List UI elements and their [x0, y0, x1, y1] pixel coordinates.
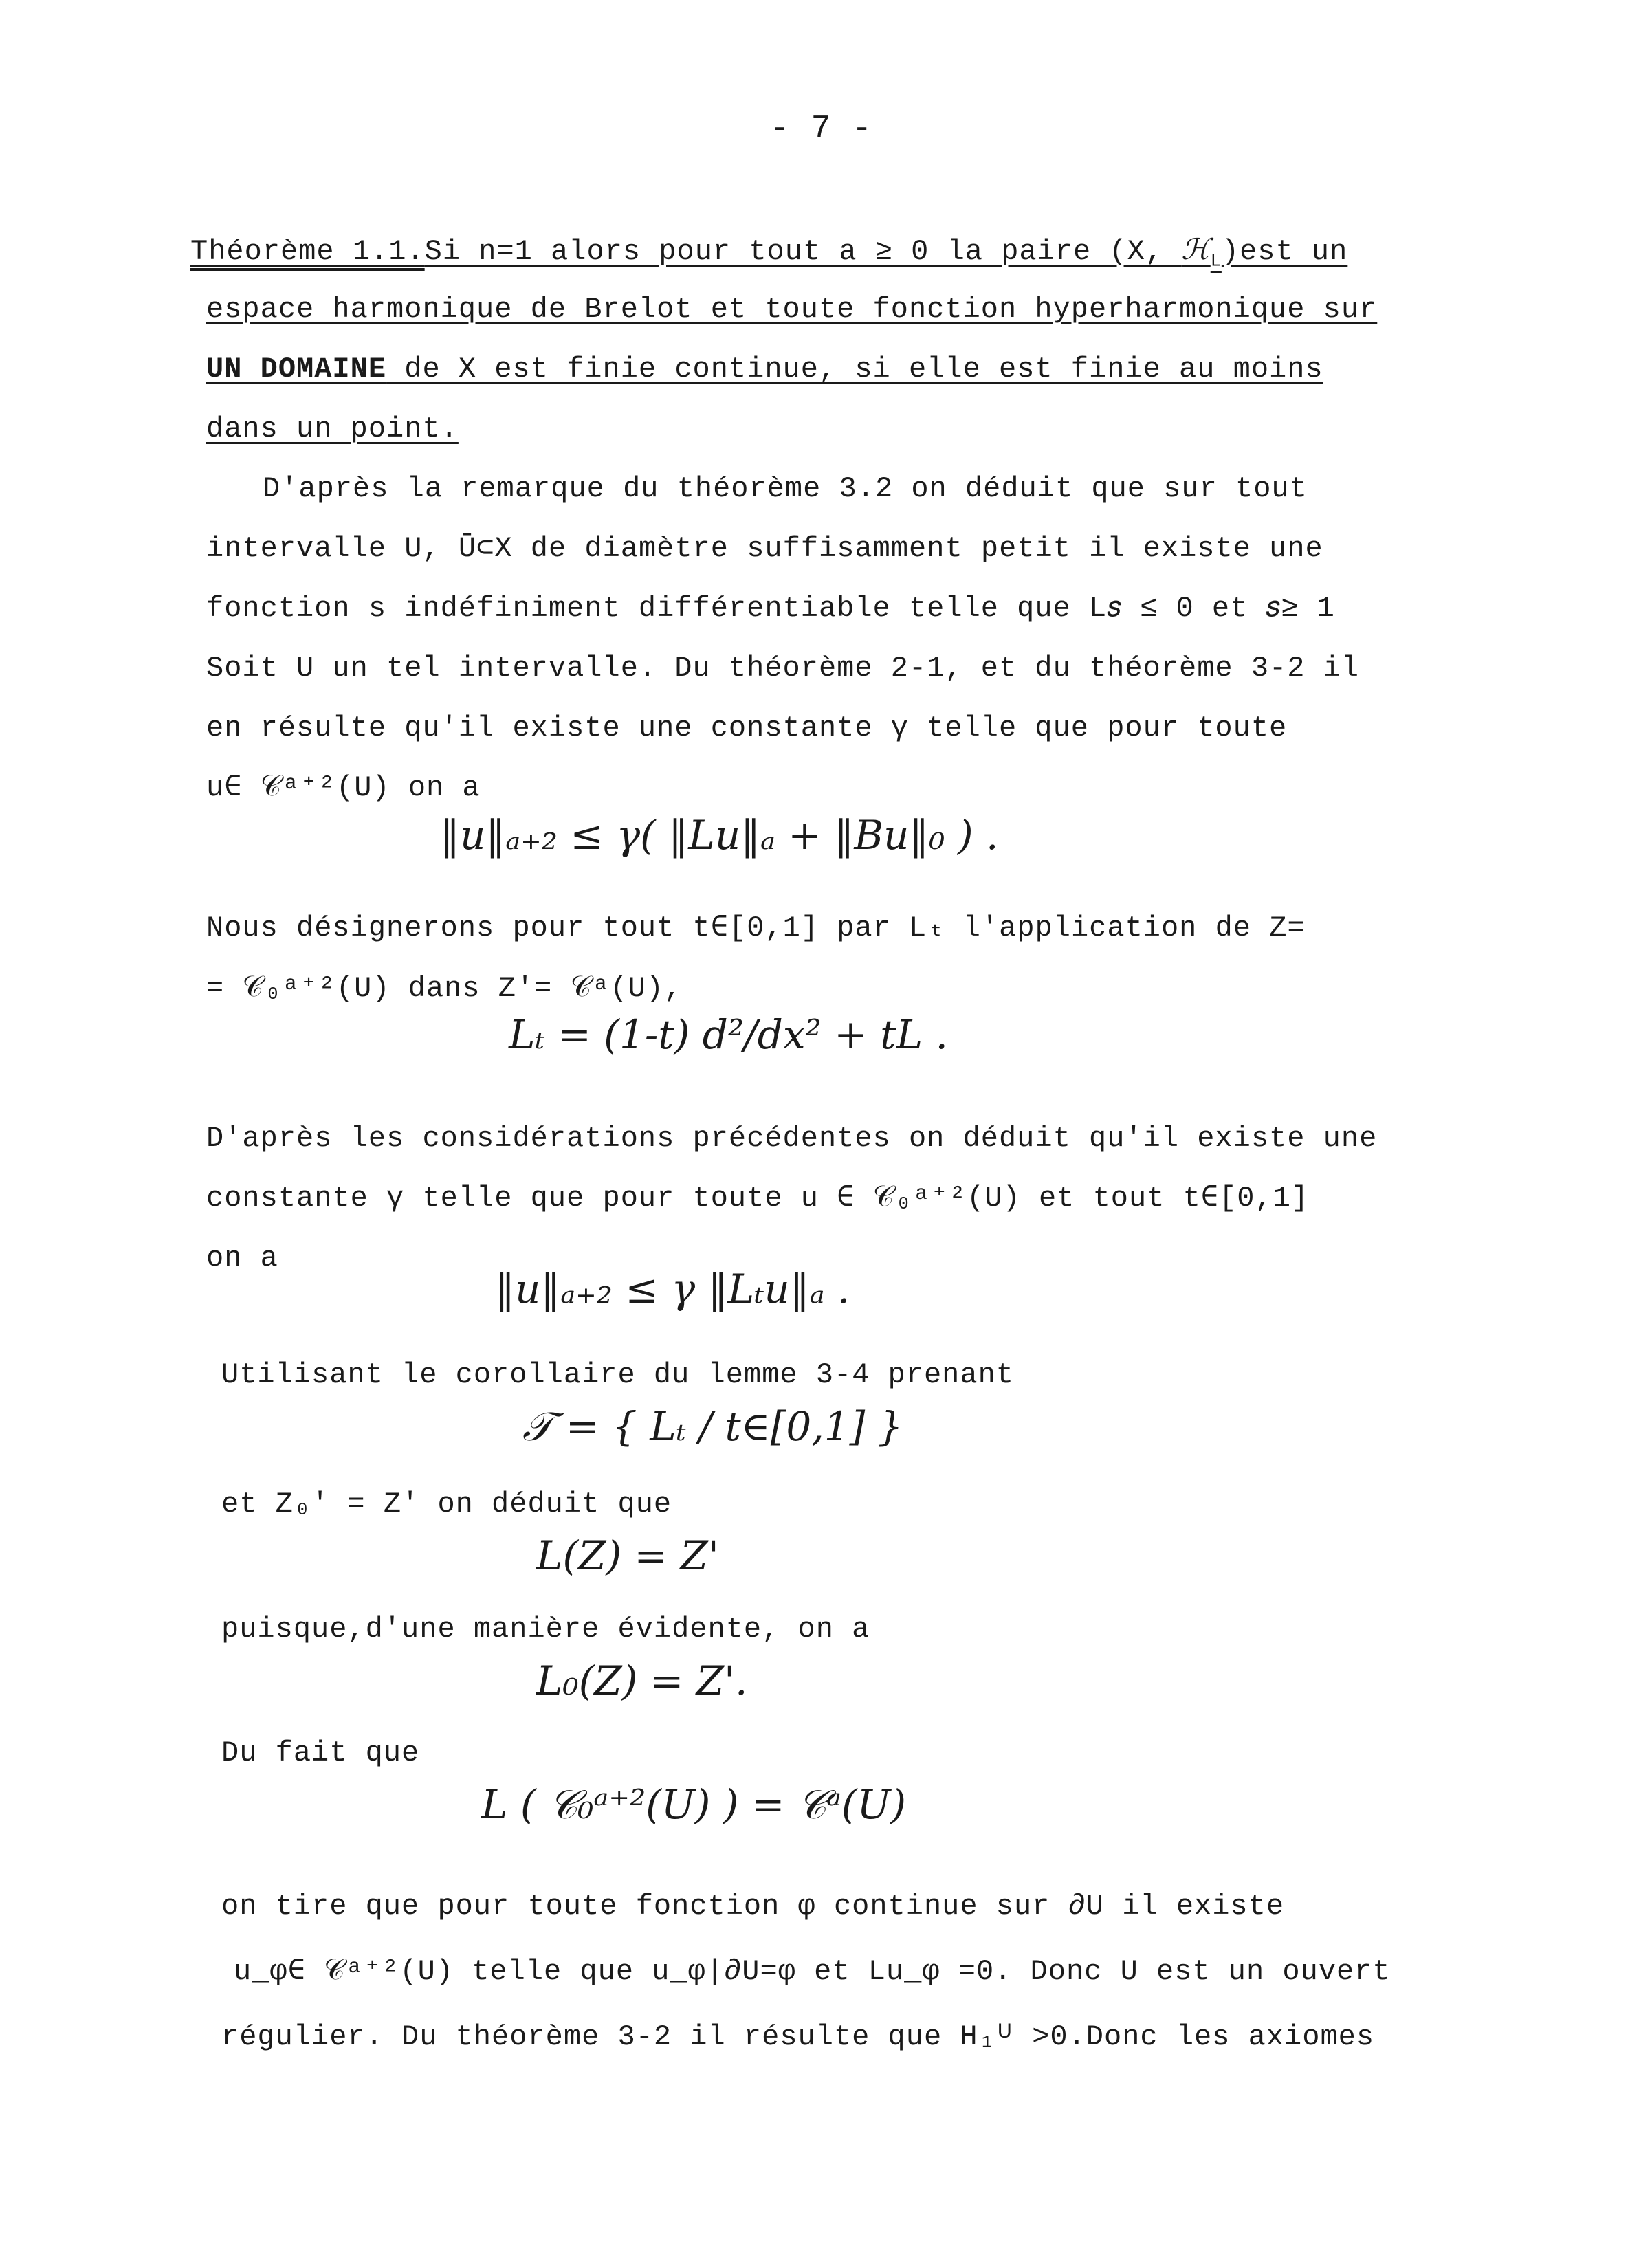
theorem-line-4: dans un point.	[206, 412, 459, 445]
paragraph-1-line: fonction s indéfiniment différentiable telle que L𝑠 ≤ 0 et 𝑠≥ 1	[206, 592, 1335, 625]
harmonic-sheaf-symbol: ℋ	[1181, 232, 1211, 266]
paragraph-8-line: on tire que pour toute fonction φ continue sur ∂U il existe	[221, 1890, 1285, 1923]
paragraph-8-line: u_φ∈ 𝒞ᵃ⁺²(U) telle que u_φ|∂U=φ et Lu_φ =0. Donc U est un ouvert	[234, 1955, 1391, 1988]
paragraph-1-line: intervalle U, Ū⊂X de diamètre suffisamment petit il existe une	[206, 532, 1323, 565]
paragraph-3-line: constante γ telle que pour toute u ∈ 𝒞₀ᵃ⁺²(U) et tout t∈[0,1]	[206, 1182, 1310, 1215]
paragraph-5-line: et Z₀' = Z' on déduit que	[221, 1488, 672, 1521]
equation-family-set: 𝒯 = { Lₜ / t∈[0,1] }	[522, 1403, 903, 1450]
paragraph-3-line: on a	[206, 1242, 278, 1275]
equation-base-case: L₀(Z) = Z'.	[536, 1657, 748, 1704]
paragraph-1-line: en résulte qu'il existe une constante γ telle que pour toute	[206, 712, 1288, 745]
paragraph-1-line: u∈ 𝒞ᵃ⁺²(U) on a	[206, 771, 481, 804]
overstruck-text: UN DOMAINE	[206, 353, 387, 386]
theorem-line-1: Théorème 1.1.Si n=1 alors pour tout a ≥ 0 la paire (X, ℋ$_L$)est un	[190, 232, 1348, 272]
paragraph-2-line: Nous désignerons pour tout t∈[0,1] par Lₜ l'application de Z=	[206, 912, 1306, 945]
paragraph-4-line: Utilisant le corollaire du lemme 3-4 prenant	[221, 1358, 1014, 1391]
theorem-title: Théorème 1.1.	[190, 235, 425, 268]
paragraph-3-line: D'après les considérations précédentes on déduit qu'il existe une	[206, 1122, 1378, 1155]
paragraph-2-line: = 𝒞₀ᵃ⁺²(U) dans Z'= 𝒞ᵃ(U),	[206, 972, 683, 1005]
paragraph-1-line: Soit U un tel intervalle. Du théorème 2-1, et du théorème 3-2 il	[206, 652, 1360, 685]
equation-uniform-estimate: ‖u‖ₐ₊₂ ≤ γ ‖Lₜu‖ₐ .	[495, 1266, 850, 1312]
page-number: - 7 -	[770, 111, 873, 148]
paragraph-6-line: puisque,d'une manière évidente, on a	[221, 1613, 870, 1646]
equation-image: L ( 𝒞₀ᵃ⁺²(U) ) = 𝒞ᵃ(U)	[481, 1781, 907, 1828]
theorem-line-3: UN DOMAINE de X est finie continue, si elle est finie au moins	[206, 353, 1323, 386]
theorem-line-2: espace harmonique de Brelot et toute fonction hyperharmonique sur	[206, 293, 1378, 326]
equation-operator-family: Lₜ = (1-t) d²/dx² + tL .	[509, 1011, 948, 1058]
paragraph-1-line: D'après la remarque du théorème 3.2 on déduit que sur tout	[263, 472, 1308, 505]
paragraph-8-line: régulier. Du théorème 3-2 il résulte que H₁ᵁ >0.Donc les axiomes	[221, 2020, 1375, 2053]
equation-surjectivity: L(Z) = Z'	[536, 1532, 719, 1579]
paragraph-7-line: Du fait que	[221, 1736, 420, 1769]
equation-estimate: ‖u‖ₐ₊₂ ≤ γ( ‖Lu‖ₐ + ‖Bu‖₀ ) .	[440, 812, 999, 859]
